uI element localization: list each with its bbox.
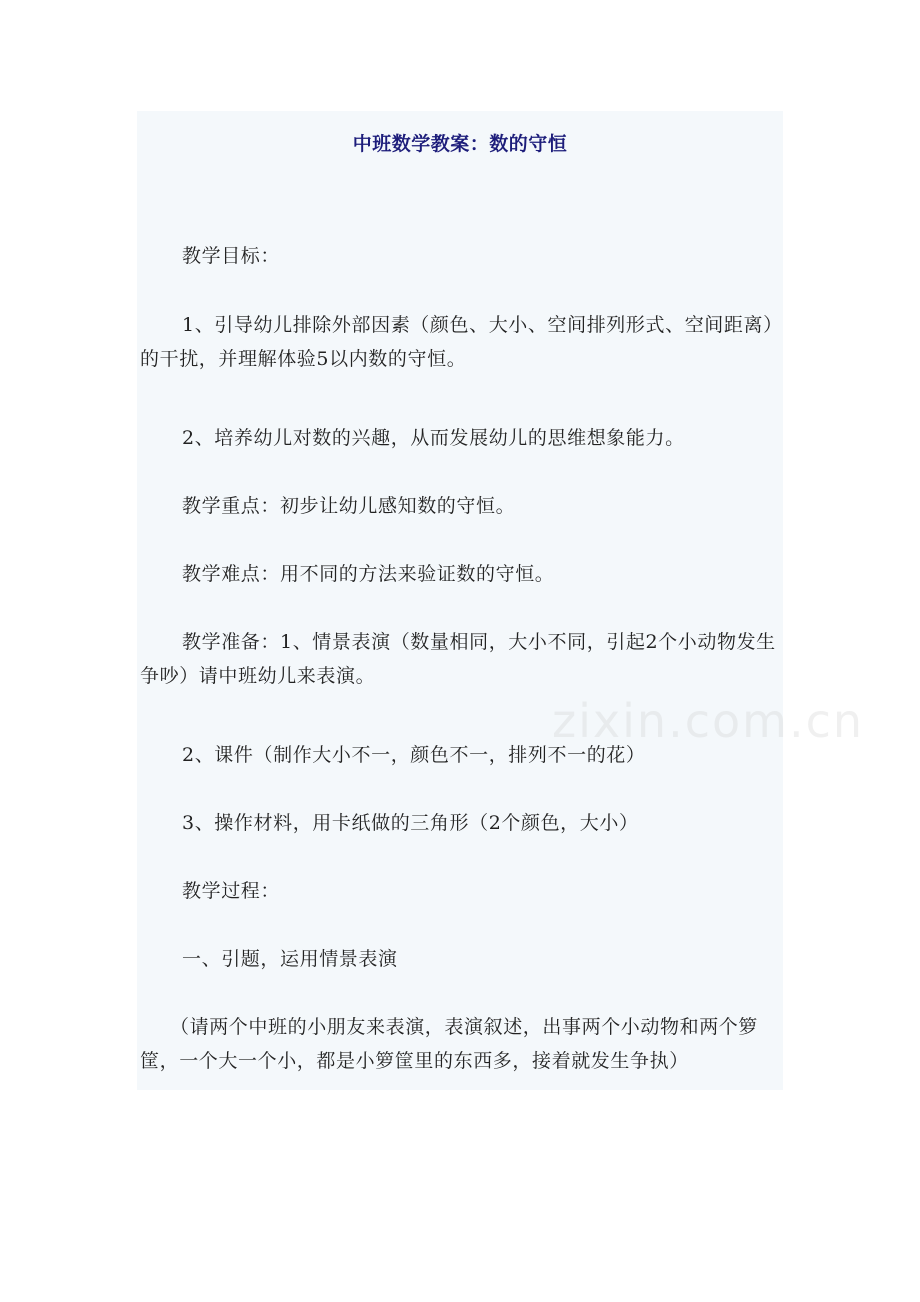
paragraph-preparation: 教学准备：1、情景表演（数量相同，大小不同，引起2个小动物发生争吵）请中班幼儿来表演。 — [140, 631, 776, 687]
paragraph-difficult-point: 教学难点：用不同的方法来验证数的守恒。 — [182, 563, 555, 585]
paragraph-goal-2: 2、培养幼儿对数的兴趣，从而发展幼儿的思维想象能力。 — [182, 427, 685, 449]
paragraph-teaching-goals-heading: 教学目标： — [182, 245, 281, 267]
watermark: zixin.com.cn — [552, 694, 865, 748]
paragraph-step-1-detail: （请两个中班的小朋友来表演，表演叙述，出事两个小动物和两个箩筐，一个大一个小，都是小箩筐里的东西多，接着就发生争执） — [140, 1016, 759, 1072]
paragraph-preparation-3: 3、操作材料，用卡纸做的三角形（2个颜色，大小） — [182, 812, 639, 834]
paragraph-key-point: 教学重点：初步让幼儿感知数的守恒。 — [182, 495, 516, 517]
paragraph-step-1: 一、引题，运用情景表演 — [182, 948, 398, 970]
paragraph-goal-1: 1、引导幼儿排除外部因素（颜色、大小、空间排列形式、空间距离）的干扰，并理解体验5以内数的守恒。 — [140, 314, 774, 370]
paragraph-preparation-2: 2、课件（制作大小不一，颜色不一，排列不一的花） — [182, 744, 646, 766]
paragraph-process-heading: 教学过程： — [182, 880, 281, 902]
document-page — [137, 111, 865, 1090]
document-title: 中班数学教案：数的守恒 — [352, 133, 568, 155]
